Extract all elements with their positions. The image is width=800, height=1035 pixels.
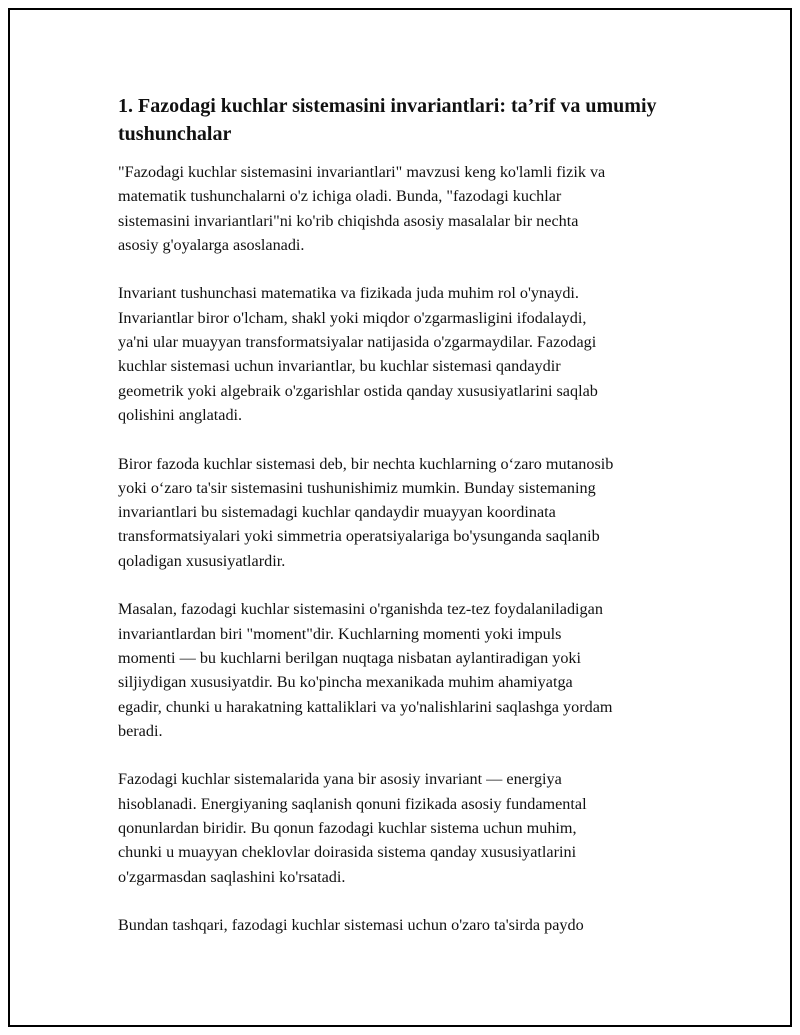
text-line: "Fazodagi kuchlar sistemasini invariantlari" mavzusi keng ko'lamli fizik va [118,163,606,181]
text-line: siljiydigan xususiyatdir. Bu ko'pincha mexanikada muhim ahamiyatga [118,673,573,692]
text-line: sistemasini invariantlari"ni ko'rib chiqishda asosiy masalalar bir nechta [118,211,579,230]
text-line: Biror fazoda kuchlar sistemasi deb, bir nechta kuchlarning o‘zaro mutanosib [118,454,614,473]
paragraph-4 [118,597,684,743]
text-line: Invariantlar biror o'lcham, shakl yoki miqdor o'zgarmasligini ifodalaydi, [118,308,587,327]
text-line: o'zgarmasdan saqlashini ko'rsatadi. [118,867,346,886]
text-line: chunki u muayyan cheklovlar doirasida sistema qanday xususiyatlarini [118,843,577,862]
text-line: kuchlar sistemasi uchun invariantlar, bu kuchlar sistemasi qandaydir [118,357,561,376]
text-line: geometrik yoki algebraik o'zgarishlar ostida qanday xususiyatlarini saqlab [118,381,598,400]
paragraph-3 [118,452,684,573]
section-heading [118,92,684,148]
text-line: qonunlardan biridir. Bu qonun fazodagi kuchlar sistema uchun muhim, [118,819,577,838]
text-line: qoladigan xususiyatlardir. [118,551,286,570]
heading-line: 1. Fazodagi kuchlar sistemasini invariantlari: ta’rif va umumiy [118,95,657,117]
text-line: asosiy g'oyalarga asoslanadi. [118,235,305,254]
paragraph-6 [118,913,684,937]
text-line: transformatsiyalari yoki simmetria operatsiyalariga bo'ysunganda saqlanib [118,527,600,546]
heading-line: tushunchalar [118,123,232,145]
document-body [118,92,684,962]
text-line: hisoblanadi. Energiyaning saqlanish qonuni fizikada asosiy fundamental [118,794,587,813]
text-line: momenti — bu kuchlarni berilgan nuqtaga nisbatan aylantiradigan yoki [118,648,582,667]
text-line: beradi. [118,721,163,740]
text-line: matematik tushunchalarni o'z ichiga oladi. Bunda, "fazodagi kuchlar [118,187,562,206]
text-line: Fazodagi kuchlar sistemalarida yana bir asosiy invariant — energiya [118,770,562,789]
text-line: invariantlari bu sistemadagi kuchlar qandaydir muayyan koordinata [118,503,556,522]
text-line: Bundan tashqari, fazodagi kuchlar sistemasi uchun o'zaro ta'sirda paydo [118,916,584,935]
text-line: ya'ni ular muayyan transformatsiyalar natijasida o'zgarmaydilar. Fazodagi [118,333,597,352]
paragraph-5 [118,767,684,888]
paragraph-1 [118,160,684,257]
text-line: qolishini anglatadi. [118,405,243,424]
text-line: Invariant tushunchasi matematika va fizikada juda muhim rol o'ynaydi. [118,284,579,303]
text-line: Masalan, fazodagi kuchlar sistemasini o'rganishda tez-tez foydalaniladigan [118,600,603,619]
text-line: yoki o‘zaro ta'sir sistemasini tushunishimiz mumkin. Bunday sistemaning [118,478,596,497]
paragraph-2 [118,281,684,427]
text-line: egadir, chunki u harakatning kattaliklari va yo'nalishlarini saqlashga yordam [118,697,613,716]
text-line: invariantlardan biri "moment"dir. Kuchlarning momenti yoki impuls [118,624,562,643]
